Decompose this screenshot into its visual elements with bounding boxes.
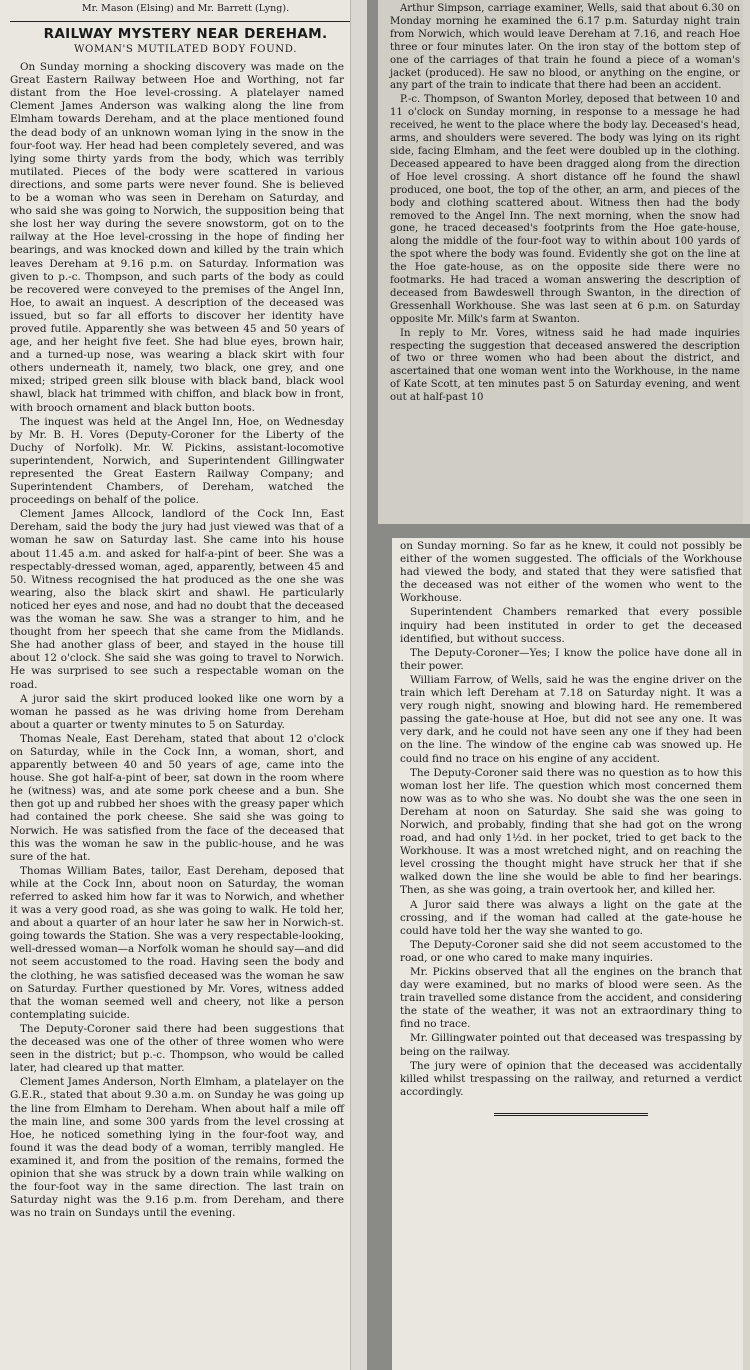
paragraph: Mr. Pickins observed that all the engines on the branch that day were examined, but no marks of blood were seen. As the train travelled some distance from the accident, and considering the state of the weather, it was not an extraordinary thing to find no trace. [400,966,742,1031]
adjacent-column-strip [350,0,367,1370]
paragraph: The jury were of opinion that the deceased was accidentally killed whilst trespassing on the railway, and returned a verdict accordingly. [400,1059,742,1098]
paragraph: on Sunday morning. So far as he knew, it could not possibly be either of the women suggested. The officials of the Workhouse had viewed the body, and stated that they were satisfied that the deceased was not either of the women who went to the Workhouse. [400,540,742,605]
paragraph: Thomas Neale, East Dereham, stated that about 12 o'clock on Saturday, while in the Cock Inn, a woman, short, and apparently between 40 and 50 years of age, came into the house. She got half-a-pint of beer, sat down in the room where he (witness) was, and ate some pork cheese and a bun. She then got up and rubbed her shoes with the greasy paper which had contained the pork cheese. She said she was going to Norwich. He was satisfied from the face of the deceased that this was the woman he saw in the public-house, and he was sure of the hat. [10,732,344,863]
paragraph: Mr. Gillingwater pointed out that deceased was trespassing by being on the railway. [400,1032,742,1058]
subheadline: WOMAN'S MUTILATED BODY FOUND. [73,44,298,56]
paragraph: The Deputy-Coroner said she did not seem accustomed to the road, or one who cared to make many inquiries. [400,938,742,964]
paragraph: The Deputy-Coroner said there was no question as to how this woman lost her life. The question which most concerned them now was as to who she was. No doubt she was the one seen in Dereham at noon on Saturday. She said she was going to Norwich, and probably, finding that she had got on the wrong road, and had only 1½d. in her pocket, tried to get back to the Workhouse. It was a most wretched night, and on reaching the level crossing the thought might have struck her that if she walked down the line she would be able to find her bearings. Then, as she was going, a train overtook her, and killed her. [400,766,742,897]
adjacent-column-edge [743,538,750,1370]
paragraph: Arthur Simpson, carriage examiner, Wells, said that about 6.30 on Monday morning he examined the 6.17 p.m. Saturday night train from Norwich, which would leave Dereham at 7.16, and reach Hoe three or four minutes later. On the iron stay of the bottom step of one of the carriages of that train he found a piece of a woman's jacket (produced). He saw no blood, or anything on the engine, or any part of the train to indicate that there had been an accident. [390,3,740,92]
paragraph: Clement James Allcock, landlord of the Cock Inn, East Dereham, said the body the jury had just viewed was that of a woman he saw on Saturday last. She came into his house about 11.45 a.m. and asked for half-a-pint of beer. She was a respectably-dressed woman, aged, apparently, between 45 and 50. Witness recognised the hat produced as the one she was wearing, also the black skirt and shawl. He particularly noticed her eyes and nose, and had no doubt that the deceased was the woman he saw. She was a stranger to him, and he thought from her speech that she came from the Midlands. She had another glass of beer, and stayed in the house till about 12 o'clock. She said she was going to travel to Norwich. He was surprised to see such a respectable woman on the road. [10,508,344,691]
paragraph: The Deputy-Coroner—Yes; I know the police have done all in their power. [400,646,742,672]
previous-article-byline: Mr. Mason (Elsing) and Mr. Barrett (Lyng). [81,3,290,14]
paragraph: The inquest was held at the Angel Inn, Hoe, on Wednesday by Mr. B. H. Vores (Deputy-Coroner for the Liberty of the Duchy of Norfolk). Mr. W. Pickins, assistant-locomotive superintendent, Norwich, and Superintendent Gillingwater represented the Great Eastern Railway Company; and Superintendent Chambers, of Dereham, watched the proceedings on behalf of the police. [10,415,344,507]
paragraph: The Deputy-Coroner said there had been suggestions that the deceased was one of the other of three women who were seen in the district; but p.-c. Thompson, who would be called later, had cleared up that matter. [10,1022,344,1075]
paragraph: William Farrow, of Wells, said he was the engine driver on the train which left Dereham at 7.18 on Saturday night. It was a very rough night, snowing and blowing hard. He remembered passing the gate-house at Hoe, but did not see any one. It was very dark, and he could not have seen any one if they had been on the line. The window of the engine cab was snowed up. He could find no trace on his engine of any accident. [400,673,742,765]
divider-rule [10,21,361,22]
paragraph: Superintendent Chambers remarked that every possible inquiry had been instituted in order to get the deceased identified, but without success. [400,606,742,645]
column-a-clipping [0,0,367,1370]
paragraph: A juror said the skirt produced looked like one worn by a woman he passed as he was driving home from Dereham about a quarter or twenty minutes to 5 on Saturday. [10,692,344,731]
column-b-clipping [378,0,750,524]
paragraph: P.-c. Thompson, of Swanton Morley, deposed that between 10 and 11 o'clock on Sunday morning, in response to a message he had received, he went to the place where the body lay. Deceased's head, arms, and shoulders were severed. The body was lying on its right side, facing Elmham, and the feet were doubled up in the clothing. Deceased appeared to have been dragged along from the direction of Hoe level crossing. A short distance off he found the shawl produced, one boot, the top of the other, an arm, and pieces of the body and clothing scattered about. Witness then had the body removed to the Angel Inn. The next morning, when the snow had gone, he traced deceased's footprints from the Hoe gate-house, along the middle of the four-foot way to within about 100 yards of the spot where the body was found. Evidently she got on the line at the Hoe gate-house, as on the opposite side there were no footmarks. He had traced a woman answering the description of deceased from Bawdeswell through Swanton, in the direction of Gressenhall Workhouse. She was last seen at 6 p.m. on Saturday opposite Mr. Milk's farm at Swanton. [390,94,740,325]
paragraph: In reply to Mr. Vores, witness said he had made inquiries respecting the suggestion that deceased answered the description of two or three women who had been about the district, and ascertained that one woman went into the Workhouse, in the name of Kate Scott, at ten minutes past 5 on Saturday evening, and went out at half-past 10 [390,327,740,404]
adjacent-column-edge [743,0,750,524]
column-a-body [10,61,344,1220]
paragraph: A Juror said there was always a light on the gate at the crossing, and if the woman had called at the gate-house he could have told her the way she wanted to go. [400,898,742,937]
paragraph: On Sunday morning a shocking discovery was made on the Great Eastern Railway between Hoe and Worthing, not far distant from the Hoe level-crossing. A platelayer named Clement James Anderson was walking along the line from Elmham towards Dereham, and at the place mentioned found the dead body of an unknown woman lying in the snow in the four-foot way. Her head had been completely severed, and was lying some thirty yards from the body, which was terribly mutilated. Pieces of the body were scattered in various directions, and some parts were never found. She is believed to be a woman who was seen in Dereham on Saturday, and who said she was going to Norwich, the supposition being that she lost her way during the severe snowstorm, got on to the railway at the Hoe level-crossing in the hope of finding her bearings, and was knocked down and killed by the train which leaves Dereham at 9.16 p.m. on Saturday. Information was given to p.-c. Thompson, and such parts of the body as could be recovered were conveyed to the premises of the Angel Inn, Hoe, to await an inquest. A description of the deceased was issued, but so far all efforts to discover her identity have proved futile. Apparently she was between 45 and 50 years of age, and her height five feet. She had blue eyes, brown hair, and a turned-up nose, was wearing a black skirt with four others underneath it, namely, two black, one grey, and one mixed; striped green silk blouse with black band, black wool shawl, black hat trimmed with chiffon, and black bow in front, with brooch ornament and black button boots. [10,61,344,414]
paragraph: Thomas William Bates, tailor, East Dereham, deposed that while at the Cock Inn, about noon on Saturday, the woman referred to asked him how far it was to Norwich, and whether it was a very good road, as she was going to walk. He told her, and about a quarter of an hour later he saw her in Norwich-st. going towards the Station. She was a very respectable-looking, well-dressed woman—a Norfolk woman he should say—and did not seem accustomed to the road. Having seen the body and the clothing, he was satisfied deceased was the woman he saw on Saturday. Further questioned by Mr. Vores, witness added that the woman seemed well and cheery, not like a person contemplating suicide. [10,864,344,1021]
paragraph: Clement James Anderson, North Elmham, a platelayer on the G.E.R., stated that about 9.30 a.m. on Sunday he was going up the line from Elmham to Dereham. When about half a mile off the main line, and some 300 yards from the level crossing at Hoe, he noticed something lying in the four-foot way, and found it was the dead body of a woman, terribly mangled. He examined it, and from the position of the remains, formed the opinion that she was struck by a down train while walking on the four-foot way in the same direction. The last train on Saturday night was the 9.16 p.m. from Dereham, and there was no train on Sundays until the evening. [10,1076,344,1220]
end-of-article-rule [494,1113,648,1116]
headline: RAILWAY MYSTERY NEAR DEREHAM. [43,26,328,43]
column-c-clipping [392,538,750,1370]
